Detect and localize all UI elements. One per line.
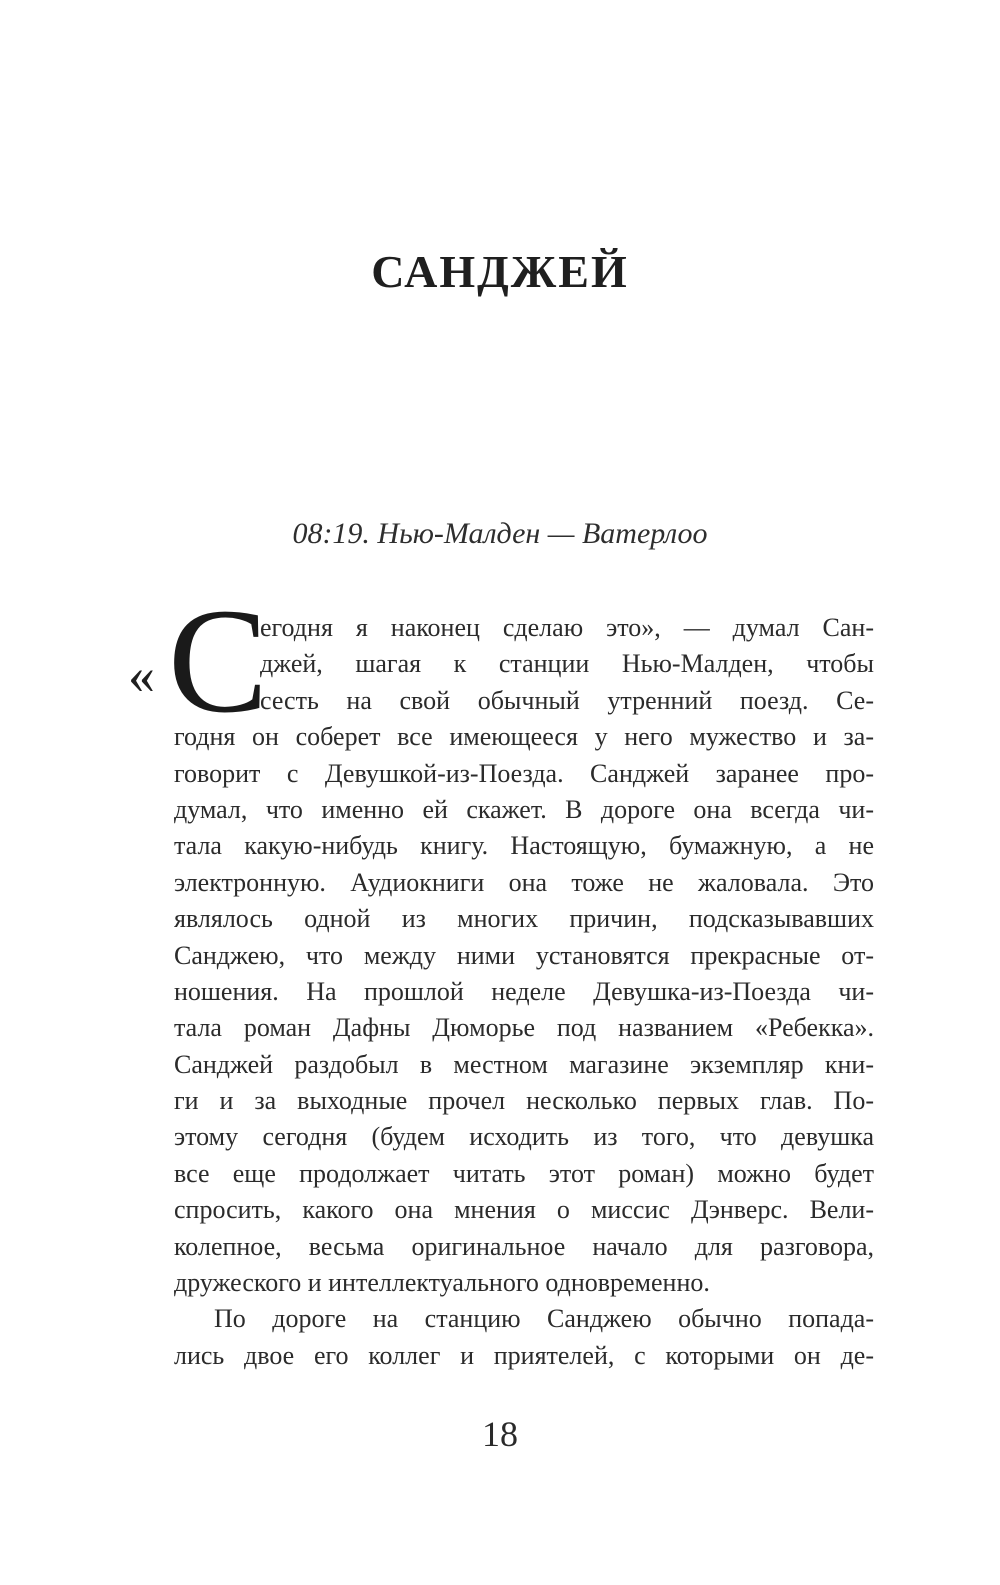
- text-line: джей, шагая к станции Нью-Малден, чтобы: [260, 649, 874, 679]
- text-line: дружеского и интеллектуального одновременно.: [174, 1268, 710, 1298]
- text-line: колепное, весьма оригинальное начало для разговора,: [174, 1231, 874, 1261]
- text-line: думал, что именно ей скажет. В дороге она всегда чи-: [174, 794, 874, 824]
- text-line: являлось одной из многих причин, подсказывавших: [174, 904, 874, 934]
- text-line: все еще продолжает читать этот роман) можно будет: [174, 1158, 874, 1188]
- text-line: Санджею, что между ними установятся прекрасные от-: [174, 940, 874, 970]
- text-line: лись двое его коллег и приятелей, с которыми он де-: [174, 1340, 874, 1370]
- text-line: электронную. Аудиокниги она тоже не жаловала. Это: [174, 867, 874, 897]
- text-line: этому сегодня (будем исходить из того, что девушка: [174, 1122, 874, 1152]
- text-line: тала какую-нибудь книгу. Настоящую, бумажную, а не: [174, 831, 874, 861]
- text-line: спросить, какого она мнения о миссис Дэнверс. Вели-: [174, 1195, 874, 1225]
- body-text: [174, 610, 874, 1374]
- text-line: Санджей раздобыл в местном магазине экземпляр кни-: [174, 1049, 874, 1079]
- text-line: тала роман Дафны Дюморье под названием «Ребекка».: [174, 1013, 874, 1043]
- chapter-title: САНДЖЕЙ: [371, 246, 629, 297]
- text-line: егодня я наконец сделаю это», — думал Сан-: [260, 613, 874, 642]
- text-line: говорит с Девушкой-из-Поезда. Санджей заранее про-: [174, 758, 874, 788]
- text-line: По дороге на станцию Санджею обычно попада-: [214, 1304, 874, 1334]
- text-line: ги и за выходные прочел несколько первых глав. По-: [174, 1086, 874, 1116]
- page-number: 18: [482, 1414, 518, 1454]
- opening-quote-mark: «: [128, 645, 155, 705]
- text-line: сесть на свой обычный утренний поезд. Се-: [260, 685, 874, 715]
- text-line: годня он соберет все имеющееся у него мужество и за-: [174, 722, 874, 752]
- text-line: ношения. На прошлой неделе Девушка-из-Поезда чи-: [174, 976, 874, 1006]
- drop-cap-letter: С: [168, 578, 269, 744]
- chapter-subtitle: 08:19. Нью-Малден — Ватерлоо: [292, 517, 708, 550]
